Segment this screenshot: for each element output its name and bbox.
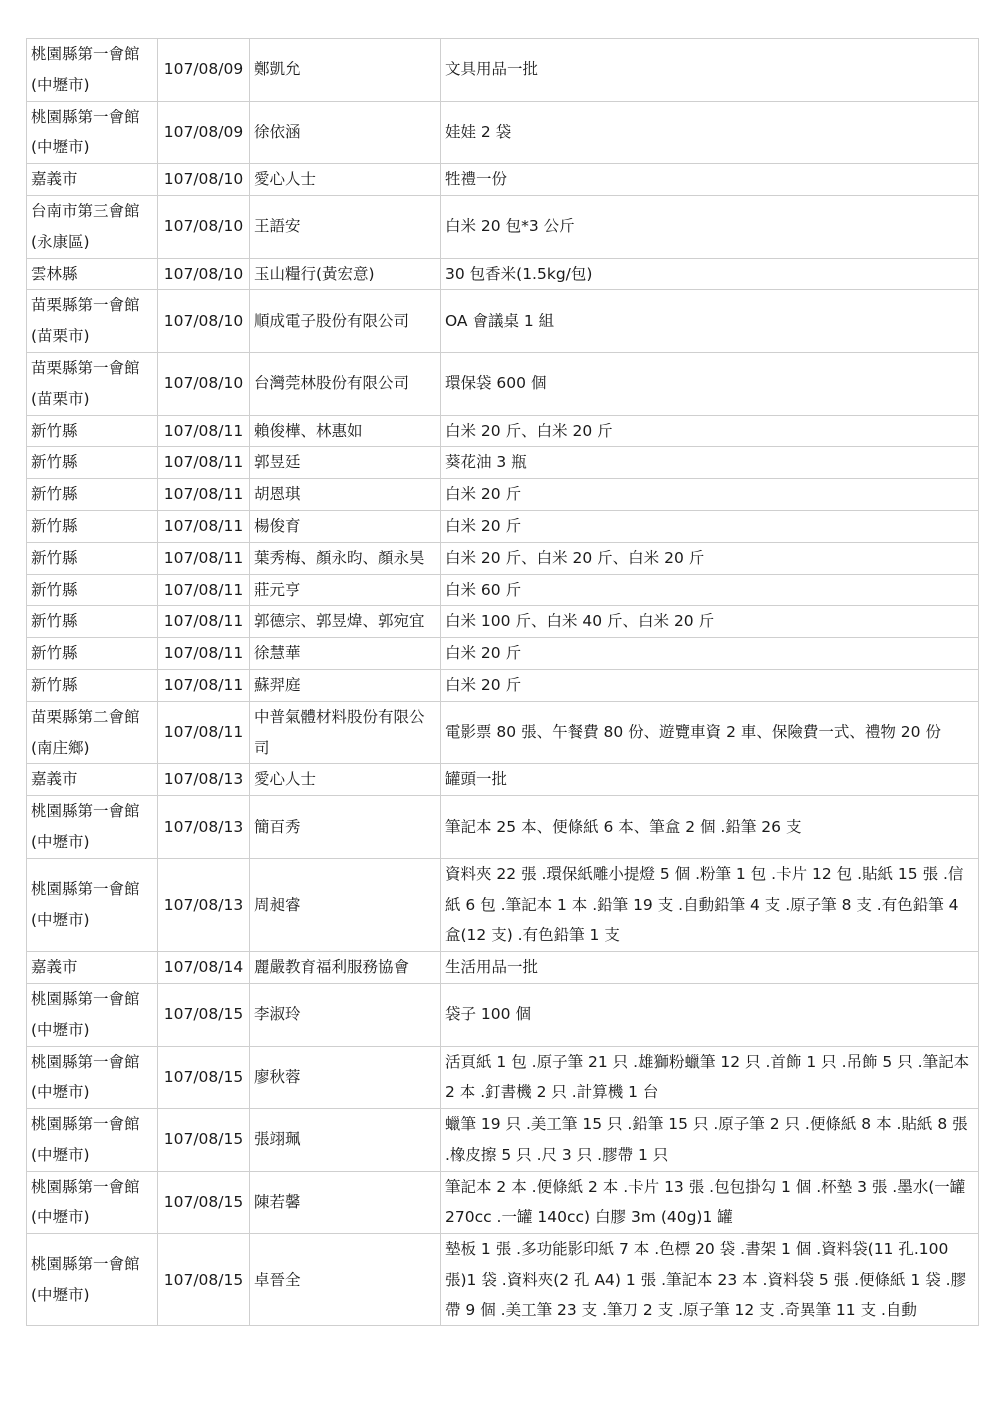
items-cell: 白米 20 斤、白米 20 斤 — [441, 415, 979, 447]
date-cell: 107/08/11 — [158, 479, 250, 511]
donor-cell: 廖秋蓉 — [250, 1046, 441, 1109]
donor-cell: 蘇羿庭 — [250, 669, 441, 701]
table-row — [27, 101, 979, 164]
table-row — [27, 858, 979, 951]
donor-cell: 麗嚴教育福利服務協會 — [250, 952, 441, 984]
region-cell: 桃園縣第一會館(中壢市) — [27, 1171, 158, 1234]
items-cell: 電影票 80 張、午餐費 80 份、遊覽車資 2 車、保險費一式、禮物 20 份 — [441, 701, 979, 764]
date-cell: 107/08/10 — [158, 195, 250, 258]
region-cell: 新竹縣 — [27, 669, 158, 701]
table-row — [27, 1171, 979, 1234]
table-row — [27, 510, 979, 542]
donor-cell: 葉秀梅、顏永昀、顏永昊 — [250, 542, 441, 574]
items-cell: 環保袋 600 個 — [441, 352, 979, 415]
table-row — [27, 542, 979, 574]
region-cell: 桃園縣第一會館(中壢市) — [27, 1234, 158, 1326]
region-cell: 桃園縣第一會館(中壢市) — [27, 101, 158, 164]
items-cell: 袋子 100 個 — [441, 983, 979, 1046]
donor-cell: 王語安 — [250, 195, 441, 258]
items-cell: 娃娃 2 袋 — [441, 101, 979, 164]
items-cell: 白米 100 斤、白米 40 斤、白米 20 斤 — [441, 606, 979, 638]
items-cell: 資料夾 22 張 .環保紙雕小提燈 5 個 .粉筆 1 包 .卡片 12 包 .貼紙 15 張 .信紙 6 包 .筆記本 1 本 .鉛筆 19 支 .自動鉛筆 4 支 .原子筆 8 支 .有色鉛筆 4 盒(12 支) .有色鉛筆 1 支 — [441, 858, 979, 951]
date-cell: 107/08/13 — [158, 764, 250, 796]
table-row — [27, 164, 979, 196]
region-cell: 新竹縣 — [27, 415, 158, 447]
items-cell: 白米 20 斤 — [441, 510, 979, 542]
donor-cell: 楊俊育 — [250, 510, 441, 542]
items-cell: 墊板 1 張 .多功能影印紙 7 本 .色標 20 袋 .書架 1 個 .資料袋(11 孔.100 張)1 袋 .資料夾(2 孔 A4) 1 張 .筆記本 23 本 .資料袋 5 張 .便條紙 1 袋 .膠帶 9 個 .美工筆 23 支 .筆刀 2 支 .原子筆 12 支 .奇異筆 11 支 .自動 — [441, 1234, 979, 1326]
date-cell: 107/08/11 — [158, 447, 250, 479]
table-row — [27, 258, 979, 290]
items-cell: OA 會議桌 1 組 — [441, 290, 979, 353]
donor-cell: 卓晉全 — [250, 1234, 441, 1326]
region-cell: 新竹縣 — [27, 574, 158, 606]
table-row — [27, 1109, 979, 1172]
donor-cell: 台灣莞林股份有限公司 — [250, 352, 441, 415]
table-row — [27, 447, 979, 479]
table-row — [27, 574, 979, 606]
date-cell: 107/08/15 — [158, 1234, 250, 1326]
date-cell: 107/08/11 — [158, 415, 250, 447]
date-cell: 107/08/14 — [158, 952, 250, 984]
table-row — [27, 764, 979, 796]
donor-cell: 順成電子股份有限公司 — [250, 290, 441, 353]
region-cell: 新竹縣 — [27, 510, 158, 542]
items-cell: 文具用品一批 — [441, 39, 979, 102]
donor-cell: 陳若馨 — [250, 1171, 441, 1234]
donor-cell: 郭昱廷 — [250, 447, 441, 479]
table-body — [27, 39, 979, 1326]
donor-cell: 徐慧華 — [250, 638, 441, 670]
table-row — [27, 415, 979, 447]
date-cell: 107/08/13 — [158, 858, 250, 951]
items-cell: 牲禮一份 — [441, 164, 979, 196]
items-cell: 活頁紙 1 包 .原子筆 21 只 .雄獅粉蠟筆 12 只 .首飾 1 只 .吊飾 5 只 .筆記本 2 本 .釘書機 2 只 .計算機 1 台 — [441, 1046, 979, 1109]
items-cell: 白米 20 包*3 公斤 — [441, 195, 979, 258]
date-cell: 107/08/10 — [158, 352, 250, 415]
table-row — [27, 669, 979, 701]
donor-cell: 賴俊樺、林惠如 — [250, 415, 441, 447]
items-cell: 蠟筆 19 只 .美工筆 15 只 .鉛筆 15 只 .原子筆 2 只 .便條紙 8 本 .貼紙 8 張 .橡皮擦 5 只 .尺 3 只 .膠帶 1 只 — [441, 1109, 979, 1172]
date-cell: 107/08/11 — [158, 510, 250, 542]
region-cell: 苗栗縣第二會館(南庄鄉) — [27, 701, 158, 764]
table-row — [27, 983, 979, 1046]
region-cell: 苗栗縣第一會館(苗栗市) — [27, 290, 158, 353]
items-cell: 筆記本 2 本 .便條紙 2 本 .卡片 13 張 .包包掛勾 1 個 .杯墊 3 張 .墨水(一罐 270cc .一罐 140cc) 白膠 3m (40g)1 罐 — [441, 1171, 979, 1234]
table-row — [27, 479, 979, 511]
region-cell: 雲林縣 — [27, 258, 158, 290]
table-row — [27, 352, 979, 415]
donor-cell: 張翊珮 — [250, 1109, 441, 1172]
donor-cell: 胡恩琪 — [250, 479, 441, 511]
date-cell: 107/08/13 — [158, 796, 250, 859]
donor-cell: 中普氣體材料股份有限公司 — [250, 701, 441, 764]
items-cell: 筆記本 25 本、便條紙 6 本、筆盒 2 個 .鉛筆 26 支 — [441, 796, 979, 859]
donor-cell: 周昶睿 — [250, 858, 441, 951]
region-cell: 桃園縣第一會館(中壢市) — [27, 1109, 158, 1172]
region-cell: 桃園縣第一會館(中壢市) — [27, 983, 158, 1046]
items-cell: 白米 20 斤 — [441, 669, 979, 701]
donor-cell: 愛心人士 — [250, 164, 441, 196]
region-cell: 新竹縣 — [27, 638, 158, 670]
region-cell: 桃園縣第一會館(中壢市) — [27, 1046, 158, 1109]
items-cell: 白米 20 斤 — [441, 479, 979, 511]
items-cell: 白米 20 斤、白米 20 斤、白米 20 斤 — [441, 542, 979, 574]
date-cell: 107/08/11 — [158, 701, 250, 764]
date-cell: 107/08/09 — [158, 101, 250, 164]
table-row — [27, 796, 979, 859]
donation-table — [26, 38, 979, 1326]
region-cell: 桃園縣第一會館(中壢市) — [27, 858, 158, 951]
date-cell: 107/08/15 — [158, 1171, 250, 1234]
table-row — [27, 606, 979, 638]
date-cell: 107/08/11 — [158, 606, 250, 638]
table-row — [27, 638, 979, 670]
region-cell: 台南市第三會館(永康區) — [27, 195, 158, 258]
donor-cell: 鄭凱允 — [250, 39, 441, 102]
date-cell: 107/08/15 — [158, 983, 250, 1046]
items-cell: 白米 60 斤 — [441, 574, 979, 606]
table-row — [27, 39, 979, 102]
table-row — [27, 195, 979, 258]
donor-cell: 郭德宗、郭昱煒、郭宛宜 — [250, 606, 441, 638]
date-cell: 107/08/15 — [158, 1046, 250, 1109]
date-cell: 107/08/10 — [158, 258, 250, 290]
table-row — [27, 1046, 979, 1109]
table-row — [27, 1234, 979, 1326]
items-cell: 30 包香米(1.5kg/包) — [441, 258, 979, 290]
table-row — [27, 701, 979, 764]
date-cell: 107/08/11 — [158, 669, 250, 701]
region-cell: 新竹縣 — [27, 606, 158, 638]
date-cell: 107/08/11 — [158, 574, 250, 606]
region-cell: 嘉義市 — [27, 164, 158, 196]
region-cell: 新竹縣 — [27, 447, 158, 479]
region-cell: 嘉義市 — [27, 952, 158, 984]
donor-cell: 玉山糧行(黃宏意) — [250, 258, 441, 290]
items-cell: 葵花油 3 瓶 — [441, 447, 979, 479]
donor-cell: 愛心人士 — [250, 764, 441, 796]
date-cell: 107/08/15 — [158, 1109, 250, 1172]
region-cell: 新竹縣 — [27, 542, 158, 574]
region-cell: 桃園縣第一會館(中壢市) — [27, 39, 158, 102]
table-row — [27, 952, 979, 984]
items-cell: 白米 20 斤 — [441, 638, 979, 670]
donor-cell: 簡百秀 — [250, 796, 441, 859]
region-cell: 桃園縣第一會館(中壢市) — [27, 796, 158, 859]
donor-cell: 莊元亨 — [250, 574, 441, 606]
items-cell: 生活用品一批 — [441, 952, 979, 984]
donor-cell: 李淑玲 — [250, 983, 441, 1046]
region-cell: 新竹縣 — [27, 479, 158, 511]
region-cell: 苗栗縣第一會館(苗栗市) — [27, 352, 158, 415]
date-cell: 107/08/10 — [158, 290, 250, 353]
date-cell: 107/08/11 — [158, 542, 250, 574]
region-cell: 嘉義市 — [27, 764, 158, 796]
donor-cell: 徐依涵 — [250, 101, 441, 164]
table-row — [27, 290, 979, 353]
date-cell: 107/08/09 — [158, 39, 250, 102]
date-cell: 107/08/10 — [158, 164, 250, 196]
date-cell: 107/08/11 — [158, 638, 250, 670]
items-cell: 罐頭一批 — [441, 764, 979, 796]
